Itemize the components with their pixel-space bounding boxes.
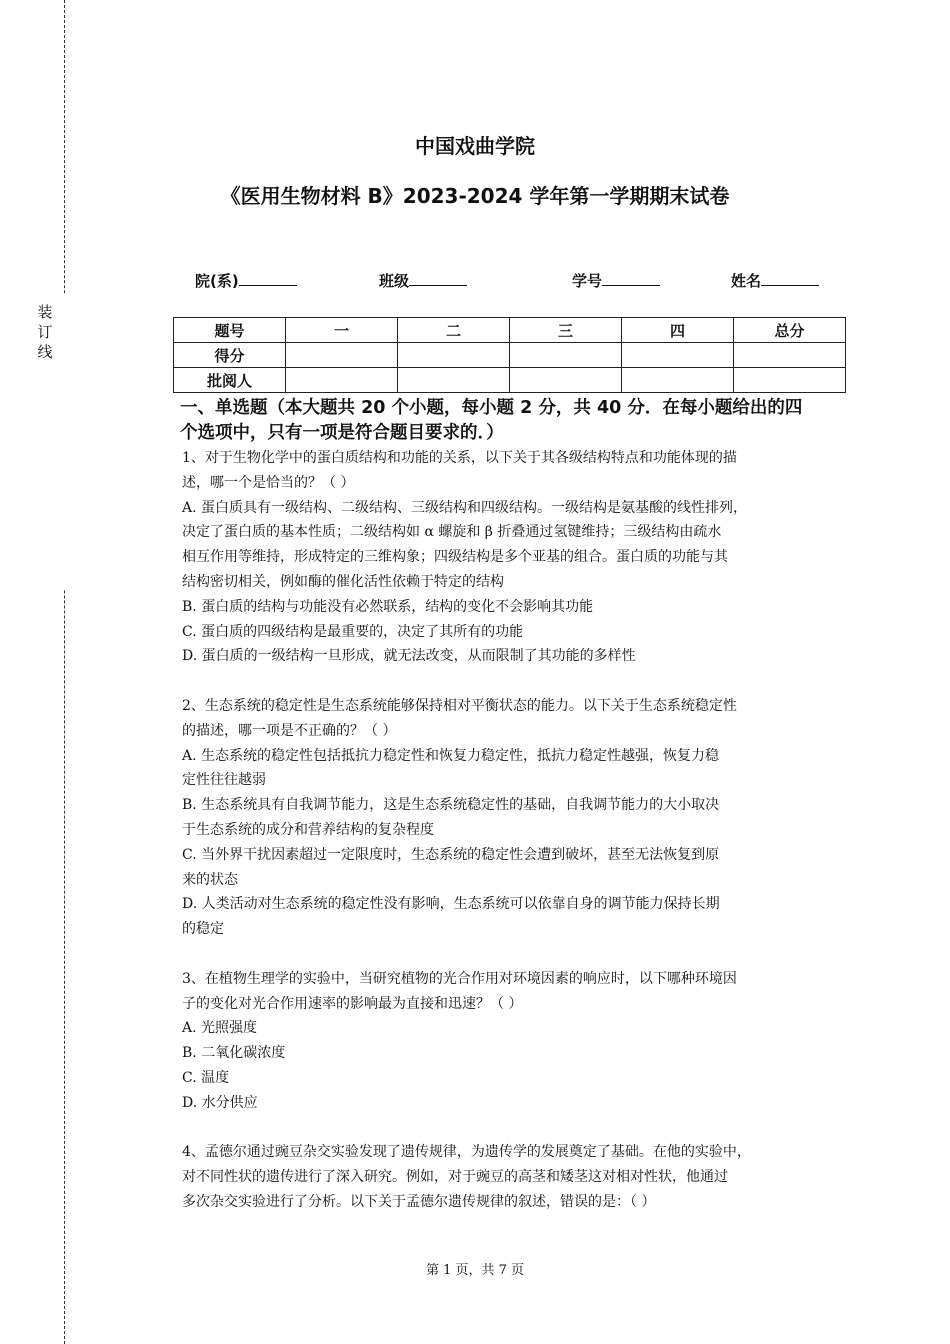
option-a: 结构密切相关，例如酶的催化活性依赖于特定的结构: [182, 573, 504, 590]
option-d: 的稳定: [182, 921, 224, 938]
question-1: [182, 446, 842, 669]
reviewer-cell[interactable]: [734, 368, 846, 393]
name-blank[interactable]: [761, 271, 819, 286]
department-field[interactable]: [195, 270, 297, 291]
option-c: C. 蛋白质的四级结构是最重要的，决定了其所有的功能: [182, 623, 524, 640]
score-cell[interactable]: [398, 343, 510, 368]
option-a: A. 生态系统的稳定性包括抵抗力稳定性和恢复力稳定性，抵抗力稳定性越强，恢复力稳: [182, 747, 720, 764]
score-cell[interactable]: [510, 343, 622, 368]
question-text: 3、在植物生理学的实验中，当研究植物的光合作用对环境因素的响应时，以下哪种环境因: [182, 970, 737, 987]
option-a: 决定了蛋白质的基本性质；二级结构如 α 螺旋和 β 折叠通过氢键维持；三级结构由疏水: [182, 524, 722, 541]
row-label: 得分: [174, 343, 286, 368]
question-text: 的描述，哪一项是不正确的？（ ）: [182, 722, 397, 739]
header-cell: 一: [286, 318, 398, 343]
option-a: 相互作用等维持，形成特定的三维构象；四级结构是多个亚基的组合。蛋白质的功能与其: [182, 549, 728, 566]
option-d: D. 水分供应: [182, 1094, 258, 1111]
question-text: 4、孟德尔通过豌豆杂交实验发现了遗传规律，为遗传学的发展奠定了基础。在他的实验中，: [182, 1144, 751, 1161]
name-field[interactable]: [731, 270, 819, 291]
binding-label: [30, 302, 60, 362]
question-text: 对不同性状的遗传进行了深入研究。例如，对于豌豆的高茎和矮茎这对相对性状，他通过: [182, 1169, 728, 1186]
option-b: B. 二氧化碳浓度: [182, 1045, 286, 1062]
option-d: D. 蛋白质的一级结构一旦形成，就无法改变，从而限制了其功能的多样性: [182, 648, 636, 665]
header-cell: 题号: [174, 318, 286, 343]
student-id-field[interactable]: [572, 270, 660, 291]
option-c: C. 当外界干扰因素超过一定限度时，生态系统的稳定性会遭到破坏，甚至无法恢复到原: [182, 846, 720, 863]
question-text: 述，哪一个是恰当的？（ ）: [182, 474, 355, 491]
department-label: 院(系): [195, 272, 239, 290]
score-table: [173, 317, 846, 393]
score-cell[interactable]: [286, 343, 398, 368]
class-blank[interactable]: [409, 271, 467, 286]
score-cell[interactable]: [622, 343, 734, 368]
class-label: 班级: [379, 272, 410, 290]
score-row: [174, 343, 846, 368]
spacer: [182, 669, 842, 694]
question-4: [182, 1140, 842, 1214]
question-text: 2、生态系统的稳定性是生态系统能够保持相对平衡状态的能力。以下关于生态系统稳定性: [182, 697, 737, 714]
option-b: B. 蛋白质的结构与功能没有必然联系，结构的变化不会影响其功能: [182, 598, 594, 615]
option-b: B. 生态系统具有自我调节能力，这是生态系统稳定性的基础，自我调节能力的大小取决: [182, 797, 720, 814]
option-b: 于生态系统的成分和营养结构的复杂程度: [182, 821, 434, 838]
header-cell: 总分: [734, 318, 846, 343]
option-d: D. 人类活动对生态系统的稳定性没有影响，生态系统可以依靠自身的调节能力保持长期: [182, 896, 720, 913]
option-a: 定性往往越弱: [182, 772, 266, 789]
header-cell: 四: [622, 318, 734, 343]
department-blank[interactable]: [239, 271, 297, 286]
question-text: 多次杂交实验进行了分析。以下关于孟德尔遗传规律的叙述，错误的是：（ ）: [182, 1193, 656, 1210]
student-id-blank[interactable]: [602, 271, 660, 286]
exam-title: 《医用生物材料 B》2023-2024 学年第一学期期末试卷: [220, 184, 730, 208]
question-3: [182, 967, 842, 1116]
student-id-label: 学号: [572, 272, 603, 290]
header-cell: 三: [510, 318, 622, 343]
reviewer-cell[interactable]: [622, 368, 734, 393]
header-cell: 二: [398, 318, 510, 343]
binding-char: 装: [37, 303, 53, 321]
score-cell[interactable]: [734, 343, 846, 368]
reviewer-row: [174, 368, 846, 393]
section-heading-line: 个选项中，只有一项是符合题目要求的．）: [180, 423, 504, 443]
page-number: 第 1 页，共 7 页: [425, 1263, 525, 1278]
option-a: A. 蛋白质具有一级结构、二级结构、三级结构和四级结构。一级结构是氨基酸的线性排列，: [182, 499, 748, 516]
question-2: [182, 694, 842, 942]
question-text: 1、对于生物化学中的蛋白质结构和功能的关系，以下关于其各级结构特点和功能体现的描: [182, 450, 737, 466]
row-label: 批阅人: [174, 368, 286, 393]
reviewer-cell[interactable]: [286, 368, 398, 393]
binding-char: 订: [37, 323, 53, 341]
option-c: 来的状态: [182, 871, 238, 888]
spacer: [182, 942, 842, 967]
name-label: 姓名: [731, 272, 762, 290]
question-list: [182, 446, 842, 1215]
reviewer-cell[interactable]: [398, 368, 510, 393]
binding-char: 线: [37, 343, 53, 361]
option-a: A. 光照强度: [182, 1020, 258, 1037]
score-table-header-row: [174, 318, 846, 343]
option-c: C. 温度: [182, 1069, 230, 1086]
section-heading-line: 一、单选题（本大题共 20 个小题，每小题 2 分，共 40 分．在每小题给出的四: [180, 398, 803, 418]
school-name: 中国戏曲学院: [415, 134, 535, 158]
class-field[interactable]: [379, 270, 467, 291]
question-text: 子的变化对光合作用速率的影响最为直接和迅速？（ ）: [182, 995, 523, 1012]
spacer: [182, 1116, 842, 1141]
reviewer-cell[interactable]: [510, 368, 622, 393]
binding-gap: [58, 295, 72, 590]
section-heading: [180, 396, 840, 446]
